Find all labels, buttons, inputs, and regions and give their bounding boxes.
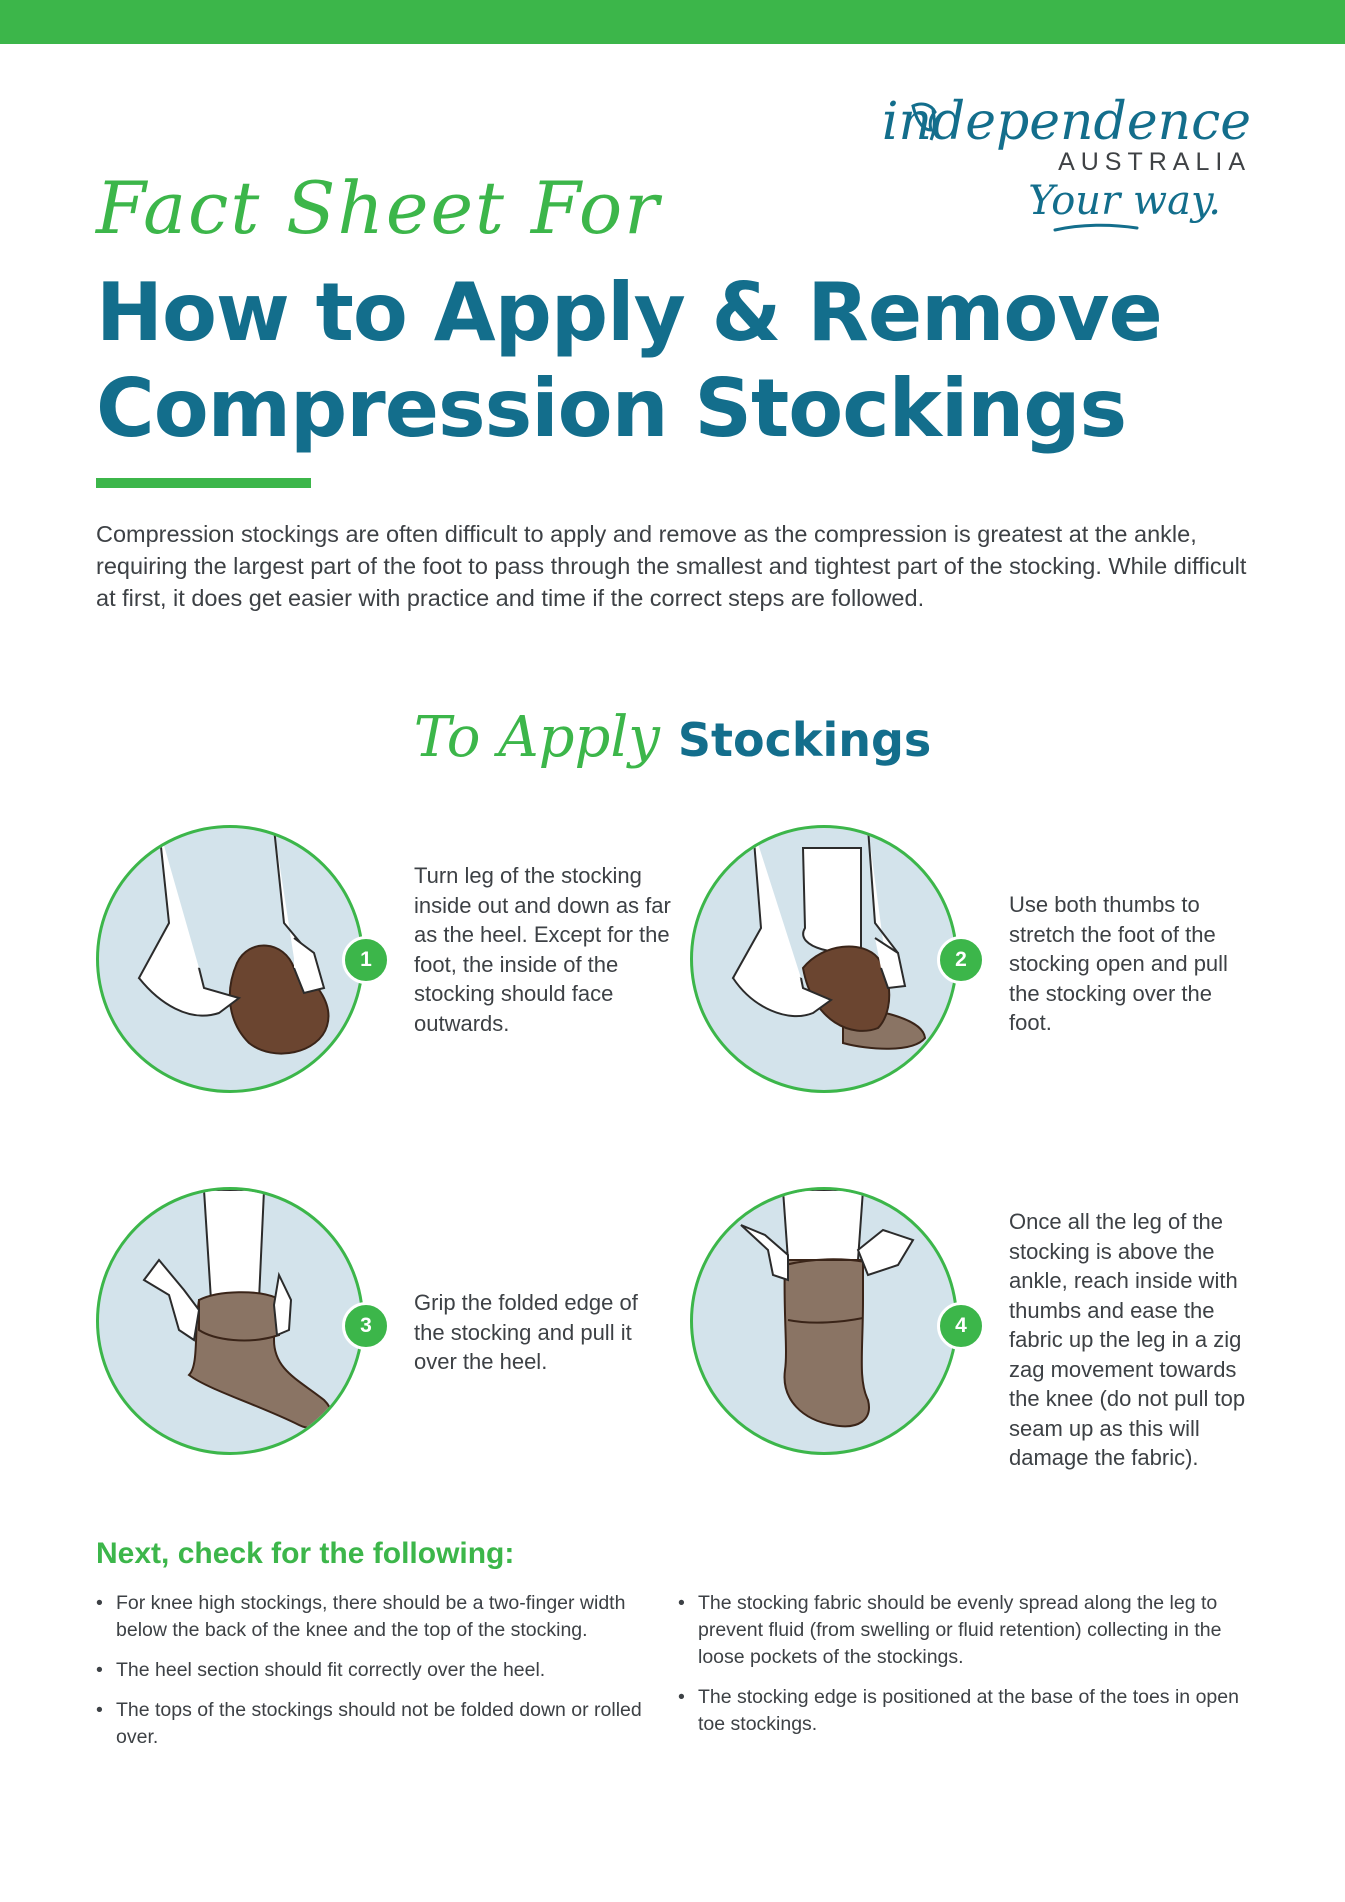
checklist-left (96, 1590, 656, 1764)
step-4-badge: 4 (937, 1302, 985, 1350)
step-1-badge: 1 (342, 936, 390, 984)
step-2-badge: 2 (937, 936, 985, 984)
title-divider (96, 478, 311, 488)
brand-country: AUSTRALIA (1058, 148, 1251, 176)
step-4-text: Once all the leg of the stocking is above the ankle, reach inside with thumbs and ease the fabric up the leg in a zig zag movement towards the knee (do not pull top seam up as this will damage the fabric). (1009, 1209, 1246, 1470)
stocking-inside-out-illustration (99, 828, 364, 1093)
checklist-item: • The tops of the stockings should not be folded down or rolled over. (96, 1697, 656, 1751)
checklist-item: • The heel section should fit correctly over the heel. (96, 1657, 656, 1684)
ease-fabric-up-leg-illustration (693, 1190, 958, 1455)
apply-section-bold: Stockings (677, 713, 932, 767)
checklist-item: • The stocking fabric should be evenly spread along the leg to prevent fluid (from swelling or fluid retention) collecting in the loose pockets of the stockings. (678, 1590, 1258, 1671)
top-accent-bar (0, 0, 1345, 44)
brand-logo (851, 92, 1251, 242)
page-title: How to Apply & Remove Compression Stockings (96, 266, 1162, 455)
checklist-item: • For knee high stockings, there should be a two-finger width below the back of the knee and the top of the stocking. (96, 1590, 656, 1644)
step-3-illustration (96, 1187, 364, 1455)
tagline-underline (1051, 222, 1141, 236)
pull-over-heel-illustration (99, 1190, 364, 1455)
checklist-item: • The stocking edge is positioned at the base of the toes in open toe stockings. (678, 1684, 1258, 1738)
step-2-illustration (690, 825, 958, 1093)
fact-sheet-script-heading: Fact Sheet For (96, 166, 661, 250)
apply-section-script: To Apply (413, 705, 660, 770)
step-1-text: Turn leg of the stocking inside out and down as far as the heel. Except for the foot, the inside of the stocking should face outwards. (414, 863, 671, 1036)
step-4-illustration (690, 1187, 958, 1455)
step-1-illustration (96, 825, 364, 1093)
checklist-right (678, 1590, 1258, 1751)
stretch-stocking-illustration (693, 828, 958, 1093)
brand-name: independence (881, 92, 1251, 152)
checklist-heading: Next, check for the following: (96, 1537, 515, 1570)
step-3-badge: 3 (342, 1302, 390, 1350)
intro-paragraph: Compression stockings are often difficult to apply and remove as the compression is greatest at the ankle, requiring the largest part of the foot to pass through the smallest and tightest part of the stocking. While difficult at first, it does get easier with practice and time if the correct steps are followed. (96, 521, 1247, 611)
step-2-text: Use both thumbs to stretch the foot of the stocking open and pull the stocking over the foot. (1009, 892, 1228, 1035)
brand-tagline: Your way. (1028, 178, 1221, 224)
step-3-text: Grip the folded edge of the stocking and pull it over the heel. (414, 1290, 638, 1374)
apply-section-heading (0, 705, 1345, 770)
